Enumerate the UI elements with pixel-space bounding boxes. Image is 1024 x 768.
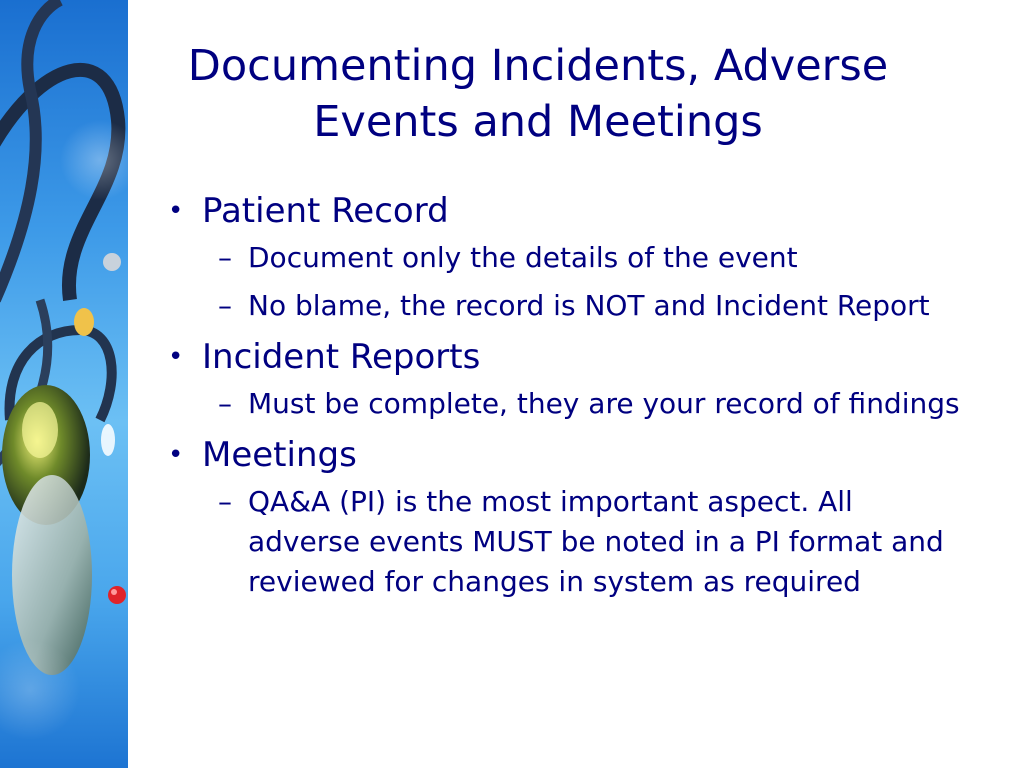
sub-bullet-text: QA&A (PI) is the most important aspect. All adverse events MUST be noted in a PI format and reviewed for changes in system as required bbox=[248, 485, 944, 598]
bullet-marker: • bbox=[168, 196, 184, 226]
sub-bullet bbox=[168, 482, 968, 602]
slide-title: Documenting Incidents, Adverse Events and Meetings bbox=[187, 41, 889, 147]
bullet-text: Incident Reports bbox=[202, 337, 481, 377]
sub-bullet bbox=[168, 384, 968, 424]
sub-bullet-marker: – bbox=[218, 241, 232, 274]
sub-bullet-text: Document only the details of the event bbox=[248, 241, 798, 274]
bullet-marker: • bbox=[168, 342, 184, 372]
bullet-marker: • bbox=[168, 440, 184, 470]
sub-bullet bbox=[168, 238, 968, 278]
sub-bullet-marker: – bbox=[218, 485, 232, 518]
stethoscope-sidebar bbox=[0, 0, 128, 768]
sub-bullet bbox=[168, 286, 968, 326]
bullet-patient-record bbox=[168, 186, 968, 236]
sub-bullet-marker: – bbox=[218, 289, 232, 322]
sub-bullet-text: Must be complete, they are your record of findings bbox=[248, 387, 960, 420]
bullet-list bbox=[168, 186, 968, 608]
stethoscope-icon bbox=[0, 0, 128, 768]
bullet-text: Meetings bbox=[202, 435, 357, 475]
sub-bullet-text: No blame, the record is NOT and Incident Report bbox=[248, 289, 930, 322]
bullet-meetings bbox=[168, 430, 968, 480]
sub-bullet-marker: – bbox=[218, 387, 232, 420]
bullet-text: Patient Record bbox=[202, 191, 449, 231]
bullet-incident-reports bbox=[168, 332, 968, 382]
